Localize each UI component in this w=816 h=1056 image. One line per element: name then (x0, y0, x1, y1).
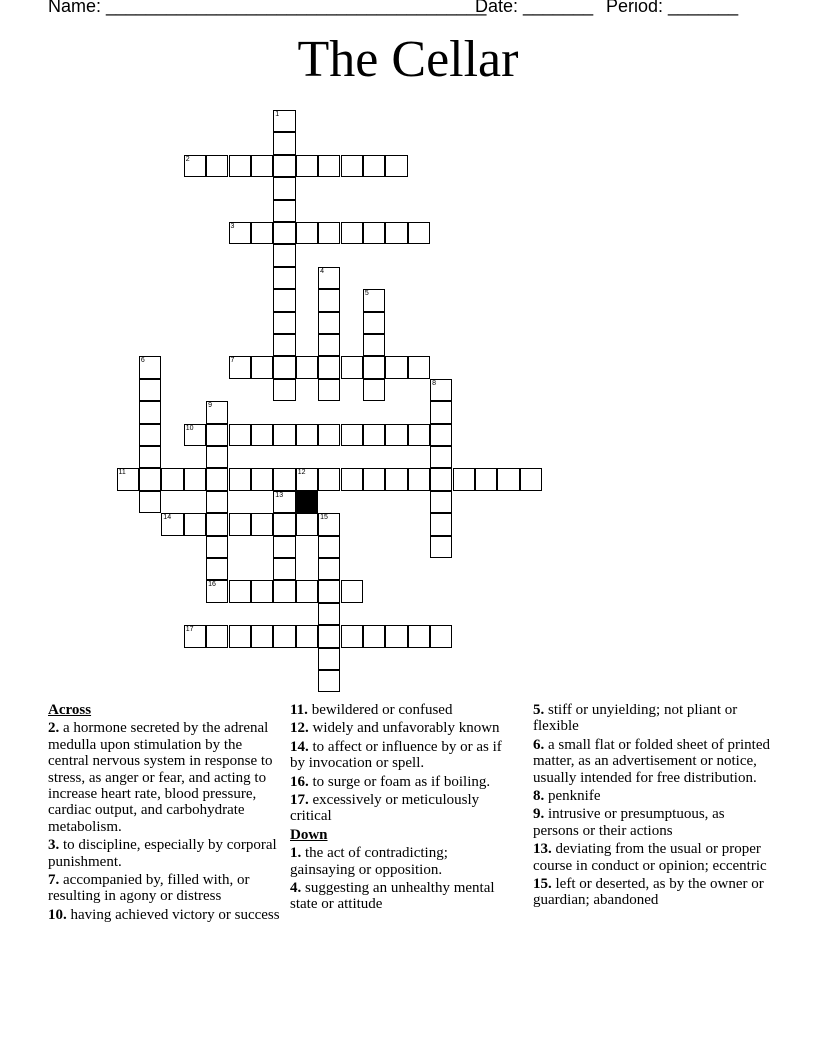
grid-cell[interactable] (251, 580, 273, 602)
grid-cell[interactable] (206, 625, 228, 647)
grid-cell[interactable] (139, 424, 161, 446)
clue-across-17: 17. excessively or meticulously critical (290, 792, 480, 825)
grid-cell[interactable] (318, 356, 340, 378)
grid-cell[interactable] (229, 468, 251, 490)
grid-cell[interactable] (273, 222, 295, 244)
grid-cell[interactable] (318, 424, 340, 446)
grid-cell[interactable] (341, 356, 363, 378)
grid-cell[interactable] (184, 424, 206, 446)
grid-cell[interactable] (273, 289, 295, 311)
grid-cell[interactable] (273, 468, 295, 490)
clue-number: 14 (163, 514, 172, 522)
grid-cell[interactable] (430, 379, 452, 401)
grid-cell[interactable] (385, 155, 407, 177)
clue-down-13: 13. deviating from the usual or proper course in conduct or opinion; eccentric (533, 841, 767, 874)
grid-cell[interactable] (363, 356, 385, 378)
grid-cell[interactable] (430, 513, 452, 535)
grid-cell[interactable] (318, 603, 340, 625)
clue-number: 17 (185, 626, 194, 634)
clue-number: 16 (208, 581, 216, 589)
grid-cell[interactable] (520, 468, 542, 490)
grid-cell[interactable] (229, 222, 251, 244)
clue-number: 9 (208, 402, 212, 410)
grid-cell[interactable] (273, 110, 295, 132)
grid-cell[interactable] (385, 222, 407, 244)
grid-cell[interactable] (229, 356, 251, 378)
grid-cell[interactable] (273, 155, 295, 177)
clue-number: 2 (185, 155, 190, 163)
clue-number: 15 (320, 514, 328, 522)
grid-cell[interactable] (139, 401, 161, 423)
grid-cell[interactable] (341, 580, 363, 602)
clue-column-3 (533, 702, 773, 911)
grid-cell[interactable] (341, 222, 363, 244)
grid-cell[interactable] (363, 625, 385, 647)
grid-cell[interactable] (296, 580, 318, 602)
clue-down-6: 6. a small flat or folded sheet of printed matter, as an advertisement or notice, usually intended for free distribution. (533, 736, 771, 786)
grid-cell[interactable] (341, 424, 363, 446)
grid-cell[interactable] (296, 222, 318, 244)
grid-cell[interactable] (229, 513, 251, 535)
grid-cell[interactable] (184, 625, 206, 647)
grid-cell[interactable] (273, 267, 295, 289)
grid-cell[interactable] (296, 625, 318, 647)
clue-down-8: 8. penknife (533, 788, 601, 805)
grid-cell[interactable] (318, 580, 340, 602)
grid-cell[interactable] (251, 424, 273, 446)
grid-cell[interactable] (430, 625, 452, 647)
grid-cell[interactable] (229, 155, 251, 177)
grid-cell[interactable] (139, 379, 161, 401)
grid-cell[interactable] (273, 379, 295, 401)
grid-cell[interactable] (273, 312, 295, 334)
clue-across-2: 2. a hormone secreted by the adrenal medulla upon stimulation by the central nervous system in response to stress, as anger or fear, and acting to increase heart rate, blood pressure, cardiac output, and carbohydrate metabolism. (48, 720, 273, 835)
grid-cell[interactable] (273, 132, 295, 154)
grid-cell[interactable] (273, 424, 295, 446)
clue-across-7: 7. accompanied by, filled with, or resulting in agony or distress (48, 872, 250, 905)
black-square (296, 491, 318, 513)
grid-cell[interactable] (161, 513, 183, 535)
grid-cell[interactable] (430, 424, 452, 446)
clue-down-15: 15. left or deserted, as by the owner or guardian; abandoned (533, 876, 764, 909)
grid-cell[interactable] (206, 468, 228, 490)
clue-number: 1 (275, 111, 280, 118)
grid-cell[interactable] (251, 513, 273, 535)
grid-cell[interactable] (430, 401, 452, 423)
grid-cell[interactable] (273, 558, 295, 580)
grid-cell[interactable] (363, 222, 385, 244)
grid-cell[interactable] (184, 513, 206, 535)
clue-down-1: 1. the act of contradicting; gainsaying or opposition. (290, 845, 448, 878)
grid-cell[interactable] (318, 513, 340, 535)
grid-cell[interactable] (251, 356, 273, 378)
clue-number: 7 (230, 357, 235, 365)
grid-cell[interactable] (318, 312, 340, 334)
clue-down-5: 5. stiff or unyielding; not pliant or flexible (533, 702, 738, 735)
grid-cell[interactable] (273, 177, 295, 199)
grid-cell[interactable] (206, 424, 228, 446)
grid-cell[interactable] (251, 222, 273, 244)
grid-cell[interactable] (229, 424, 251, 446)
clue-number: 6 (140, 357, 145, 365)
grid-cell[interactable] (408, 222, 430, 244)
grid-cell[interactable] (273, 580, 295, 602)
grid-cell[interactable] (184, 155, 206, 177)
grid-cell[interactable] (318, 289, 340, 311)
grid-cell[interactable] (363, 424, 385, 446)
grid-cell[interactable] (273, 536, 295, 558)
grid-cell[interactable] (408, 356, 430, 378)
clue-across-14: 14. to affect or influence by or as if by invocation or spell. (290, 738, 502, 772)
clue-down-4: 4. suggesting an unhealthy mental state or attitude (290, 880, 495, 913)
grid-cell[interactable] (251, 468, 273, 490)
grid-cell[interactable] (296, 155, 318, 177)
grid-cell[interactable] (273, 244, 295, 266)
name-field-label: Name: ______________________________________ (48, 0, 487, 16)
grid-cell[interactable] (251, 625, 273, 647)
across-heading: Across (48, 702, 92, 718)
grid-cell[interactable] (497, 468, 519, 490)
grid-cell[interactable] (341, 468, 363, 490)
grid-cell[interactable] (318, 468, 340, 490)
clue-across-12: 12. widely and unfavorably known (290, 720, 500, 737)
grid-cell[interactable] (229, 580, 251, 602)
grid-cell[interactable] (363, 379, 385, 401)
clue-number: 11 (118, 469, 126, 477)
grid-cell[interactable] (273, 513, 295, 535)
grid-cell[interactable] (363, 289, 385, 311)
grid-cell[interactable] (296, 424, 318, 446)
grid-cell[interactable] (363, 468, 385, 490)
grid-cell[interactable] (318, 648, 340, 670)
grid-cell[interactable] (206, 401, 228, 423)
grid-cell[interactable] (318, 670, 340, 692)
clue-down-9: 9. intrusive or presumptuous, as persons or their actions (533, 806, 725, 839)
grid-cell[interactable] (273, 200, 295, 222)
grid-cell[interactable] (318, 379, 340, 401)
grid-cell[interactable] (408, 424, 430, 446)
grid-cell[interactable] (206, 491, 228, 513)
grid-cell[interactable] (318, 625, 340, 647)
grid-cell[interactable] (453, 468, 475, 490)
clue-number: 10 (185, 424, 194, 432)
grid-cell[interactable] (251, 155, 273, 177)
clue-number: 5 (364, 290, 369, 298)
grid-cell[interactable] (117, 468, 139, 490)
clue-number: 13 (275, 491, 284, 499)
grid-cell[interactable] (296, 468, 318, 490)
grid-cell[interactable] (139, 356, 161, 378)
grid-cell[interactable] (296, 356, 318, 378)
grid-cell[interactable] (341, 625, 363, 647)
grid-cell[interactable] (363, 334, 385, 356)
grid-cell[interactable] (385, 468, 407, 490)
grid-cell[interactable] (385, 424, 407, 446)
grid-cell[interactable] (139, 491, 161, 513)
grid-cell[interactable] (161, 468, 183, 490)
down-heading: Down (290, 826, 328, 843)
grid-cell[interactable] (296, 513, 318, 535)
grid-cell[interactable] (139, 446, 161, 468)
grid-cell[interactable] (408, 625, 430, 647)
grid-cell[interactable] (430, 536, 452, 558)
grid-cell[interactable] (318, 536, 340, 558)
grid-cell[interactable] (475, 468, 497, 490)
grid-cell[interactable] (206, 446, 228, 468)
grid-cell[interactable] (318, 155, 340, 177)
grid-cell[interactable] (318, 334, 340, 356)
grid-cell[interactable] (318, 558, 340, 580)
grid-cell[interactable] (273, 356, 295, 378)
grid-cell[interactable] (206, 513, 228, 535)
date-field-label: Date: _______ (475, 0, 594, 16)
clue-column-2 (290, 702, 512, 915)
clue-number: 12 (297, 469, 306, 477)
grid-cell[interactable] (385, 356, 407, 378)
grid-cell[interactable] (273, 334, 295, 356)
clue-number: 3 (230, 223, 235, 230)
clue-number: 8 (432, 379, 436, 387)
clue-across-3: 3. to discipline, especially by corporal punishment. (48, 837, 277, 870)
clue-column-1 (48, 702, 284, 925)
grid-cell[interactable] (363, 312, 385, 334)
grid-cell[interactable] (273, 625, 295, 647)
clue-number: 4 (320, 267, 324, 275)
grid-cell[interactable] (341, 155, 363, 177)
clue-across-11: 11. bewildered or confused (290, 702, 453, 718)
puzzle-title: The Cellar (297, 31, 519, 88)
grid-cell[interactable] (318, 267, 340, 289)
grid-cell[interactable] (206, 536, 228, 558)
grid-cell[interactable] (430, 491, 452, 513)
grid-cell[interactable] (408, 468, 430, 490)
grid-cell[interactable] (206, 580, 228, 602)
grid-cell[interactable] (184, 468, 206, 490)
period-field-label: Period: _______ (606, 0, 739, 16)
grid-cell[interactable] (229, 625, 251, 647)
clue-across-16: 16. to surge or foam as if boiling. (290, 773, 491, 790)
grid-cell[interactable] (430, 468, 452, 490)
clue-across-10: 10. having achieved victory or success (48, 906, 280, 923)
grid-cell[interactable] (206, 155, 228, 177)
grid-cell[interactable] (385, 625, 407, 647)
grid-cell[interactable] (430, 446, 452, 468)
grid-cell[interactable] (206, 558, 228, 580)
grid-cell[interactable] (318, 222, 340, 244)
grid-cell[interactable] (139, 468, 161, 490)
grid-cell[interactable] (273, 491, 295, 513)
grid-cell[interactable] (363, 155, 385, 177)
